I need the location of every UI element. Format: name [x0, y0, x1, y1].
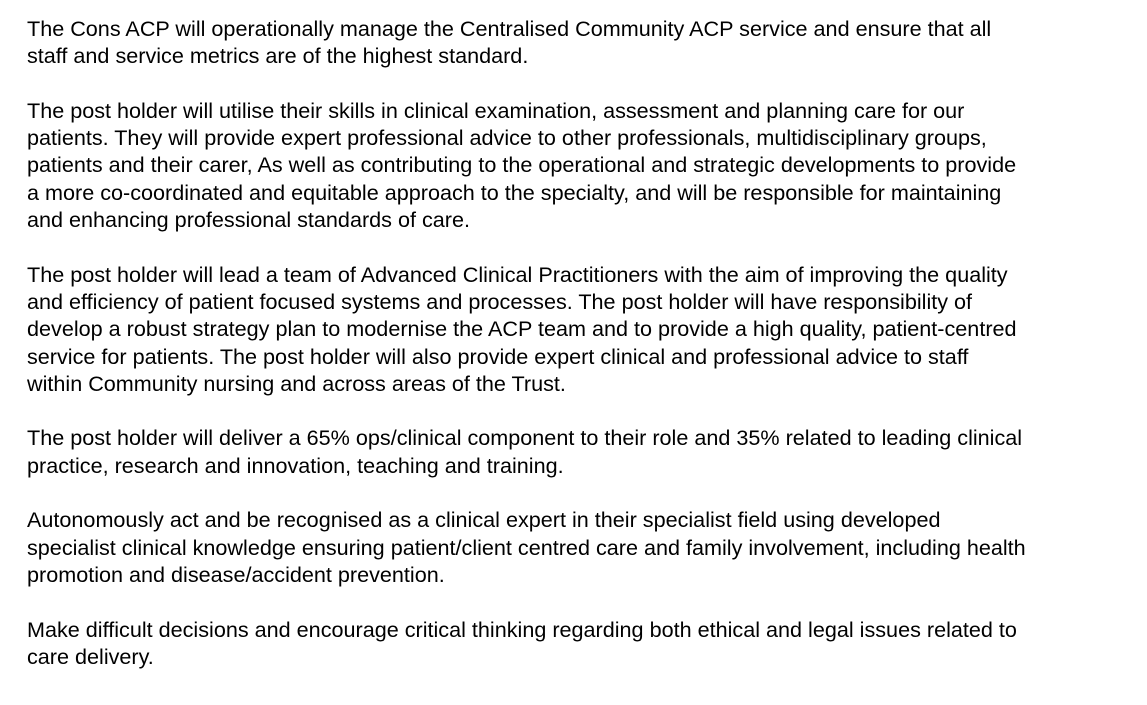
text-line: promotion and disease/accident prevention.	[27, 561, 445, 587]
paragraph-decision-making	[27, 616, 1139, 671]
text-line: The post holder will utilise their skills in clinical examination, assessment and planning care for our	[27, 97, 965, 123]
paragraph-role-split	[27, 424, 1139, 479]
text-line: and enhancing professional standards of care.	[27, 207, 470, 233]
text-line: The Cons ACP will operationally manage the Centralised Community ACP service and ensure that all	[27, 16, 992, 41]
text-line: a more co-coordinated and equitable approach to the specialty, and will be responsible for maintaining	[27, 179, 1002, 205]
text-line: practice, research and innovation, teaching and training.	[27, 452, 564, 478]
paragraph-role-overview	[27, 15, 1139, 70]
document-body	[27, 15, 1139, 697]
text-line: and efficiency of patient focused systems and processes. The post holder will have responsibility of	[27, 288, 973, 314]
paragraph-autonomous-practice	[27, 506, 1139, 588]
paragraph-team-leadership	[27, 261, 1139, 397]
text-line: develop a robust strategy plan to modernise the ACP team and to provide a high quality, patient-centred	[27, 316, 1017, 342]
text-line: care delivery.	[27, 643, 154, 669]
text-line: within Community nursing and across areas of the Trust.	[27, 370, 566, 396]
text-line: service for patients. The post holder will also provide expert clinical and professional advice to staff	[27, 343, 969, 369]
text-line: staff and service metrics are of the highest standard.	[27, 43, 529, 69]
text-line: specialist clinical knowledge ensuring patient/client centred care and family involvement, including health	[27, 534, 1026, 560]
text-line: The post holder will lead a team of Advanced Clinical Practitioners with the aim of improving the quality	[27, 261, 1008, 287]
text-line: Make difficult decisions and encourage critical thinking regarding both ethical and legal issues related to	[27, 616, 1017, 642]
text-line: patients and their carer, As well as contributing to the operational and strategic developments to provide	[27, 152, 1017, 178]
text-line: patients. They will provide expert professional advice to other professionals, multidisciplinary groups,	[27, 125, 987, 151]
text-line: Autonomously act and be recognised as a clinical expert in their specialist field using developed	[27, 507, 941, 533]
text-line: The post holder will deliver a 65% ops/clinical component to their role and 35% related to leading clinical	[27, 425, 1023, 451]
paragraph-clinical-skills	[27, 97, 1139, 233]
